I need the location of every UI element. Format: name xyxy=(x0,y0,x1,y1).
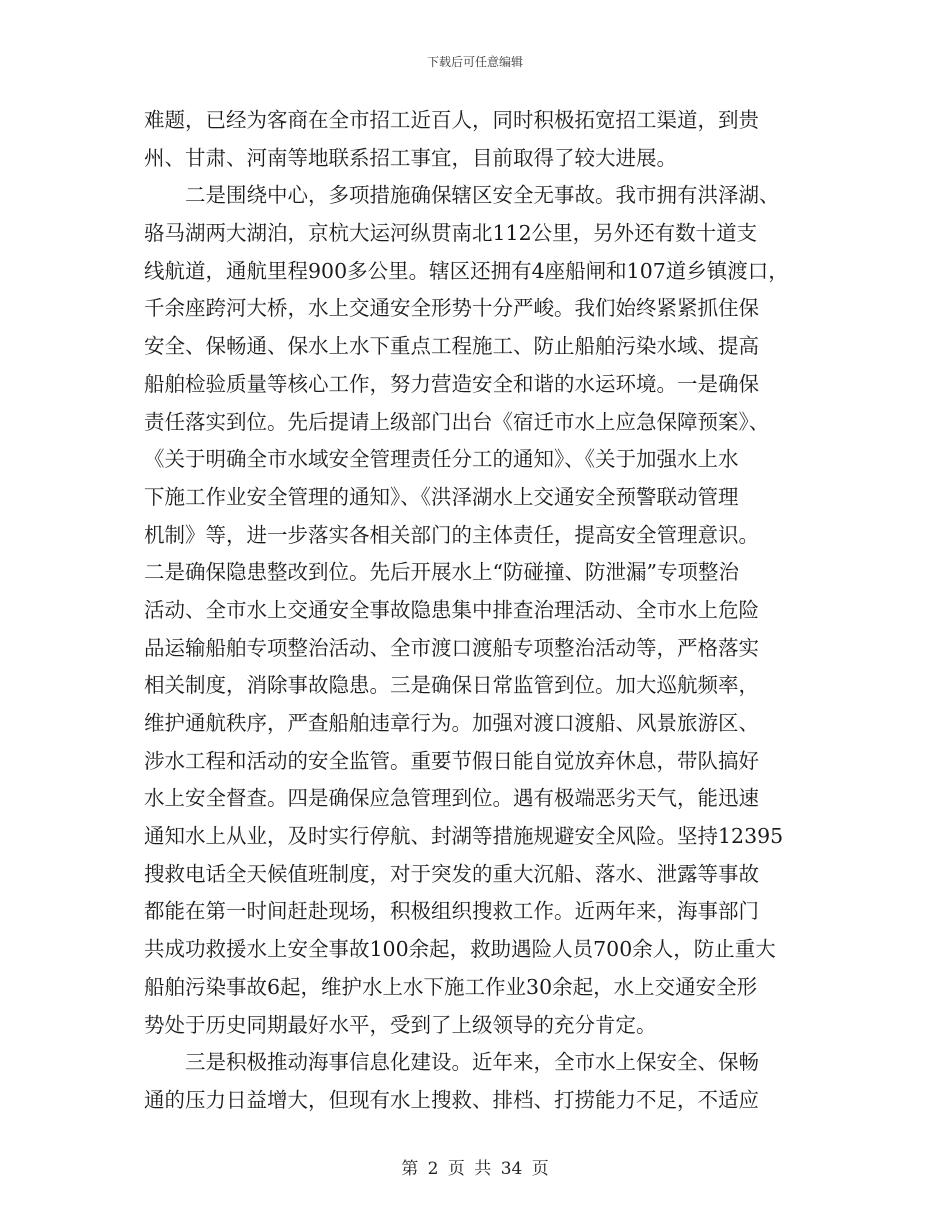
text-line: 维护通航秩序，严查船舶违章行为。加强对渡口渡船、风景旅游区、 xyxy=(144,711,759,735)
text-line: 二是确保隐患整改到位。先后开展水上“防碰撞、防泄漏”专项整治 xyxy=(144,560,739,585)
text-line: 三是积极推动海事信息化建设。近年来，全市水上保安全、保畅 xyxy=(185,1050,759,1075)
text-line: 共成功救援水上安全事故100余起，救助遇险人员700余人，防止重大 xyxy=(144,937,776,962)
text-line: 下施工作业安全管理的通知》、《洪泽湖水上交通安全预警联动管理 xyxy=(144,484,739,509)
text-line: 都能在第一时间赶赴现场，积极组织搜救工作。近两年来，海事部门 xyxy=(144,899,759,924)
text-line: 涉水工程和活动的安全监管。重要节假日能自觉放弃休息，带队搞好 xyxy=(144,748,759,773)
text-line: 通的压力日益增大，但现有水上搜救、排档、打捞能力不足，不适应 xyxy=(144,1087,759,1112)
text-line: 搜救电话全天候值班制度，对于突发的重大沉船、落水、泄露等事故 xyxy=(144,861,759,886)
text-line: 责任落实到位。先后提请上级部门出台《宿迁市水上应急保障预案》、 xyxy=(144,409,770,434)
text-line: 线航道，通航里程900多公里。辖区还拥有4座船闸和107道乡镇渡口， xyxy=(144,258,789,283)
text-line: 势处于历史同期最好水平，受到了上级领导的充分肯定。 xyxy=(144,1012,657,1037)
text-line: 州、甘肃、河南等地联系招工事宜，目前取得了较大进展。 xyxy=(144,145,677,170)
document-body xyxy=(144,102,824,1120)
text-line: 船舶检验质量等核心工作，努力营造安全和谐的水运环境。一是确保 xyxy=(144,371,759,396)
page-footer: 第 2 页 共 34 页 xyxy=(401,1159,549,1179)
page-header: 下载后可任意编辑 xyxy=(426,55,523,69)
text-line: 品运输船舶专项整治活动、全市渡口渡船专项整治活动等，严格落实 xyxy=(144,635,759,660)
text-line: 机制》等，进一步落实各相关部门的主体责任，提高安全管理意识。 xyxy=(144,522,759,547)
text-line: 《关于明确全市水域安全管理责任分工的通知》、《关于加强水上水 xyxy=(144,447,739,472)
text-line: 难题，已经为客商在全市招工近百人，同时积极拓宽招工渠道，到贵 xyxy=(144,108,759,132)
text-line: 水上安全督查。四是确保应急管理到位。遇有极端恶劣天气，能迅速 xyxy=(144,786,759,811)
text-line: 船舶污染事故6起，维护水上水下施工作业30余起，水上交通安全形 xyxy=(144,974,758,999)
text-line: 千余座跨河大桥，水上交通安全形势十分严峻。我们始终紧紧抓住保 xyxy=(144,296,759,321)
text-line: 通知水上从业，及时实行停航、封湖等措施规避安全风险。坚持12395 xyxy=(144,824,784,849)
text-line: 活动、全市水上交通安全事故隐患集中排查治理活动、全市水上危险 xyxy=(144,597,759,622)
text-line: 安全、保畅通、保水上水下重点工程施工、防止船舶污染水域、提高 xyxy=(144,334,759,359)
text-line: 骆马湖两大湖泊，京杭大运河纵贯南北112公里，另外还有数十道支 xyxy=(144,221,758,246)
text-line: 相关制度，消除事故隐患。三是确保日常监管到位。加大巡航频率， xyxy=(144,673,759,698)
text-line: 二是围绕中心，多项措施确保辖区安全无事故。我市拥有洪泽湖、 xyxy=(185,183,780,208)
